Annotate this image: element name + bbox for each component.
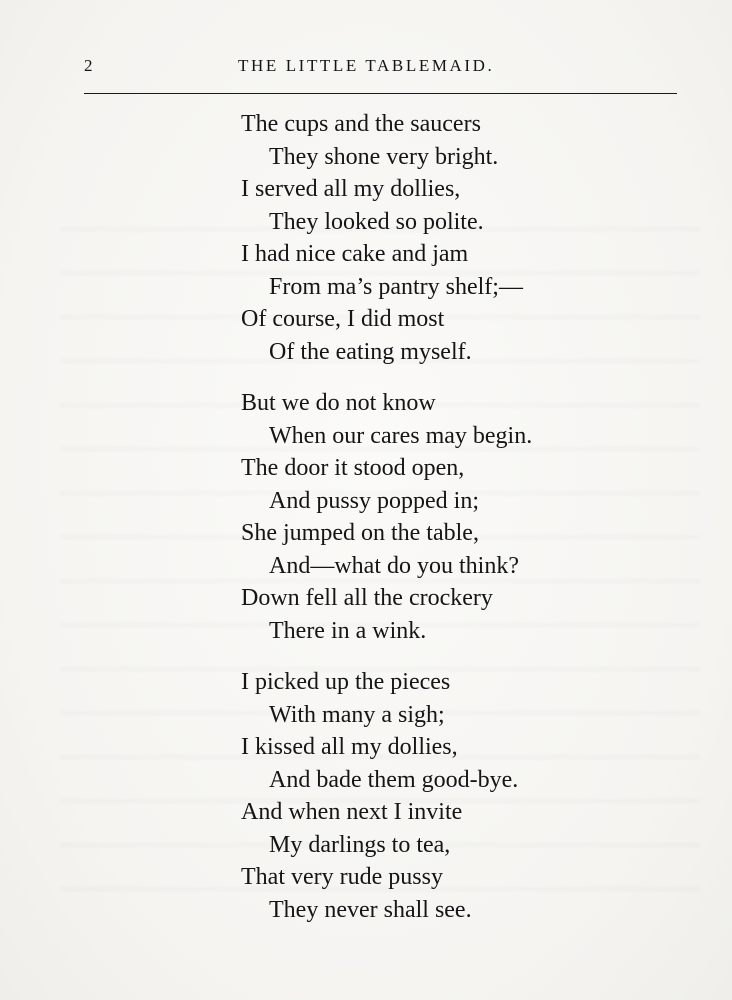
poem-line: They never shall see. [269, 896, 472, 923]
poem-line: I had nice cake and jam [241, 241, 469, 267]
poem-line: The cups and the saucers [241, 111, 481, 137]
poem-line: But we do not know [241, 390, 436, 416]
poem-line: From ma’s pantry shelf;— [269, 273, 523, 300]
poem-line: They looked so polite. [269, 208, 484, 235]
poem-line: I served all my dollies, [241, 176, 461, 202]
poem-line: And pussy popped in; [269, 487, 479, 514]
poem-line: My darlings to tea, [269, 831, 451, 858]
poem-line: There in a wink. [269, 617, 427, 644]
stanza-3 [241, 666, 681, 926]
poem-line: I picked up the pieces [241, 669, 451, 695]
poem [241, 108, 681, 926]
stanza-2 [241, 387, 681, 647]
poem-line: Of course, I did most [241, 306, 445, 332]
poem-line: And—what do you think? [269, 552, 519, 579]
poem-line: They shone very bright. [269, 143, 499, 170]
page-header [0, 0, 732, 100]
stanza-1 [241, 108, 681, 368]
page-number: 2 [84, 56, 94, 75]
poem-line: The door it stood open, [241, 455, 465, 481]
poem-line: That very rude pussy [241, 864, 443, 890]
poem-line: I kissed all my dollies, [241, 734, 458, 760]
poem-line: She jumped on the table, [241, 520, 479, 546]
poem-line: And bade them good-bye. [269, 766, 519, 793]
poem-line: Of the eating myself. [269, 338, 472, 365]
poem-line: Down fell all the crockery [241, 585, 493, 611]
running-title: THE LITTLE TABLEMAID. [238, 56, 495, 75]
header-rule [84, 93, 677, 94]
poem-line: With many a sigh; [269, 701, 445, 728]
poem-line: And when next I invite [241, 799, 463, 825]
poem-line: When our cares may begin. [269, 422, 533, 449]
